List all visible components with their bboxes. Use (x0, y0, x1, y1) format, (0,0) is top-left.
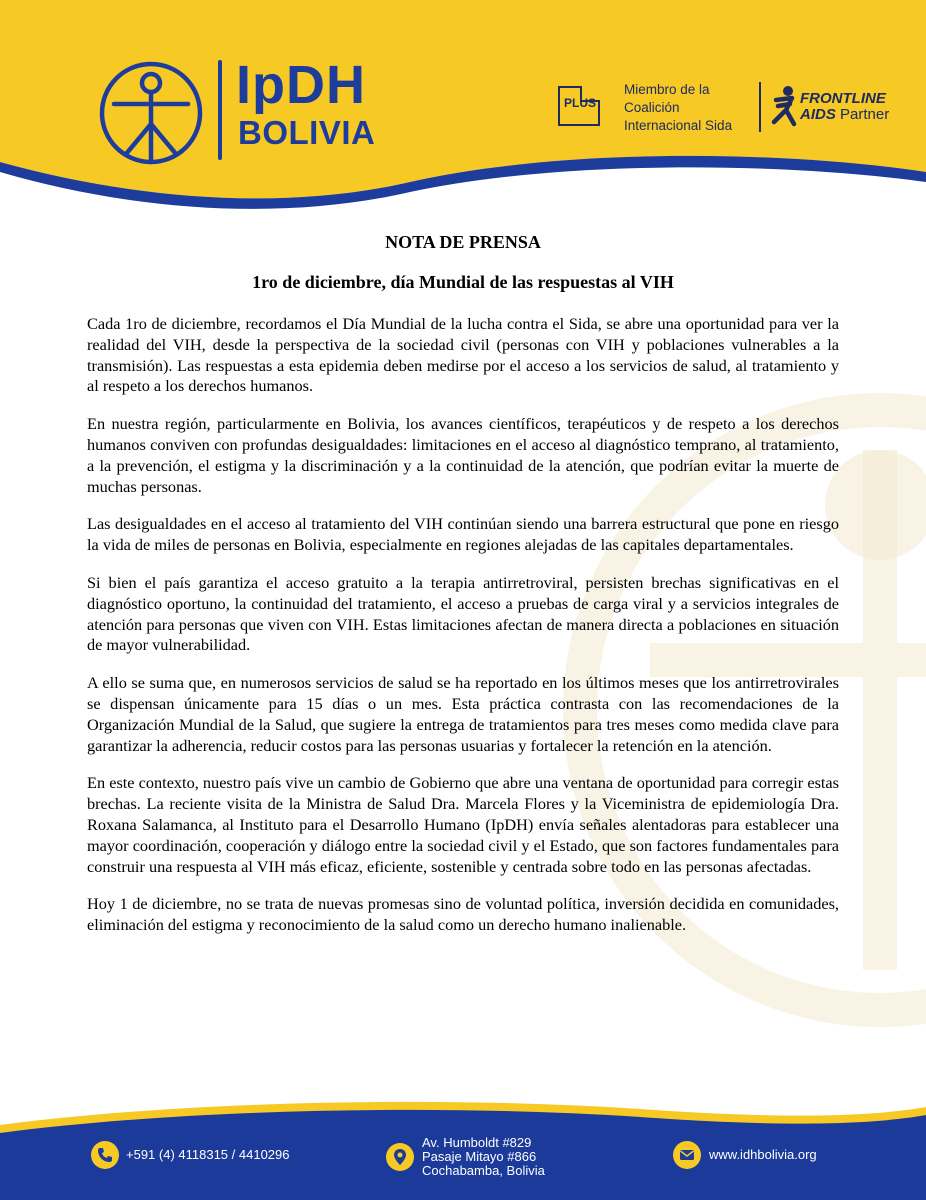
body-paragraph: En nuestra región, particularmente en Bolivia, los avances científicos, terapéuticos y de respeto a los derechos humanos conviven con profundas desigualdades: limitaciones en el acceso al diagnóstico temprano, al tratamiento, a la prevención, el estigma y la discriminación y a la continuidad de la atención, que podrían evitar la muerte de muchas personas. (87, 414, 839, 496)
body-paragraph: A ello se suma que, en numerosos servicios de salud se ha reportado en los últimos meses que los antirretrovirales se dispensan únicamente para 15 días o un mes. Esta práctica contrasta con las recomendaciones de la Organización Mundial de la Salud, que sugiere la entrega de tratamientos para tres meses como medida clave para garantizar la adherencia, reducir costos para las personas usuarias y fortalecer la retención en la atención. (87, 673, 839, 755)
document-title: NOTA DE PRENSA (385, 232, 541, 252)
org-country: BOLIVIA (238, 114, 376, 151)
plus-logo-text: PLUS (564, 96, 597, 110)
location-pin-icon (386, 1143, 414, 1171)
aids-partner-label (800, 106, 889, 123)
member-line: Miembro de la (624, 82, 710, 97)
footer-website[interactable]: www.idhbolivia.org (709, 1147, 817, 1162)
vitruvian-logo-icon (98, 60, 204, 166)
document-body (87, 314, 839, 953)
frontline-label: FRONTLINE (800, 90, 886, 107)
email-icon (673, 1141, 701, 1169)
body-paragraph: Hoy 1 de diciembre, no se trata de nuevas promesas sino de voluntad política, inversión decidida en comunidades, eliminación del estigma y reconocimiento de la salud como un derecho humano inalienable. (87, 894, 839, 935)
member-line: Coalición (624, 100, 680, 115)
logo-divider (218, 60, 222, 160)
frontline-runner-icon (768, 84, 800, 128)
body-paragraph: Si bien el país garantiza el acceso gratuito a la terapia antirretroviral, persisten brechas significativas en el diagnóstico oportuno, la continuidad del tratamiento, el acceso a pruebas de carga viral y a servicios integrales de atención para personas que viven con VIH. Estas limitaciones afectan de manera directa a poblaciones en situación de mayor vulnerabilidad. (87, 572, 839, 655)
body-paragraph: Las desigualdades en el acceso al tratamiento del VIH continúan siendo una barrera estructural que pone en riesgo la vida de miles de personas en Bolivia, especialmente en regiones alejadas de las capitales departamentales. (87, 514, 839, 555)
org-name: IpDH (236, 55, 366, 115)
aids-label: AIDS (800, 106, 836, 123)
footer-phone: +591 (4) 4118315 / 4410296 (126, 1147, 290, 1162)
phone-icon (91, 1141, 119, 1169)
body-paragraph: En este contexto, nuestro país vive un cambio de Gobierno que abre una ventana de oportunidad para corregir estas brechas. La reciente visita de la Ministra de Salud Dra. Marcela Flores y la Viceministra de epidemiología Dra. Roxana Salamanca, al Instituto para el Desarrollo Humano (IpDH) envía señales alentadoras para establecer una mayor coordinación, cooperación y diálogo entre la sociedad civil y el Estado, que son factores fundamentales para construir una respuesta al VIH más eficaz, eficiente, sostenible y centrada sobre todo en las personas afectadas. (87, 773, 839, 876)
address-line: Cochabamba, Bolivia (422, 1163, 545, 1178)
body-paragraph: Cada 1ro de diciembre, recordamos el Día Mundial de la lucha contra el Sida, se abre una oportunidad para ver la realidad del VIH, desde la perspectiva de la sociedad civil (personas con VIH y poblaciones vulnerables a la transmisión). Las respuestas a esta epidemia deben medirse por el acceso a los servicios de salud, al tratamiento y al respeto a los derechos humanos. (87, 314, 839, 396)
address-line: Pasaje Mitayo #866 (422, 1149, 537, 1164)
partner-label: Partner (835, 106, 890, 123)
document-subtitle: 1ro de diciembre, día Mundial de las respuestas al VIH (252, 272, 674, 292)
footer-address (422, 1136, 545, 1178)
coalition-member-text (624, 81, 754, 135)
partner-divider (759, 82, 761, 132)
address-line: Av. Humboldt #829 (422, 1135, 532, 1150)
member-line: Internacional Sida (624, 118, 733, 133)
